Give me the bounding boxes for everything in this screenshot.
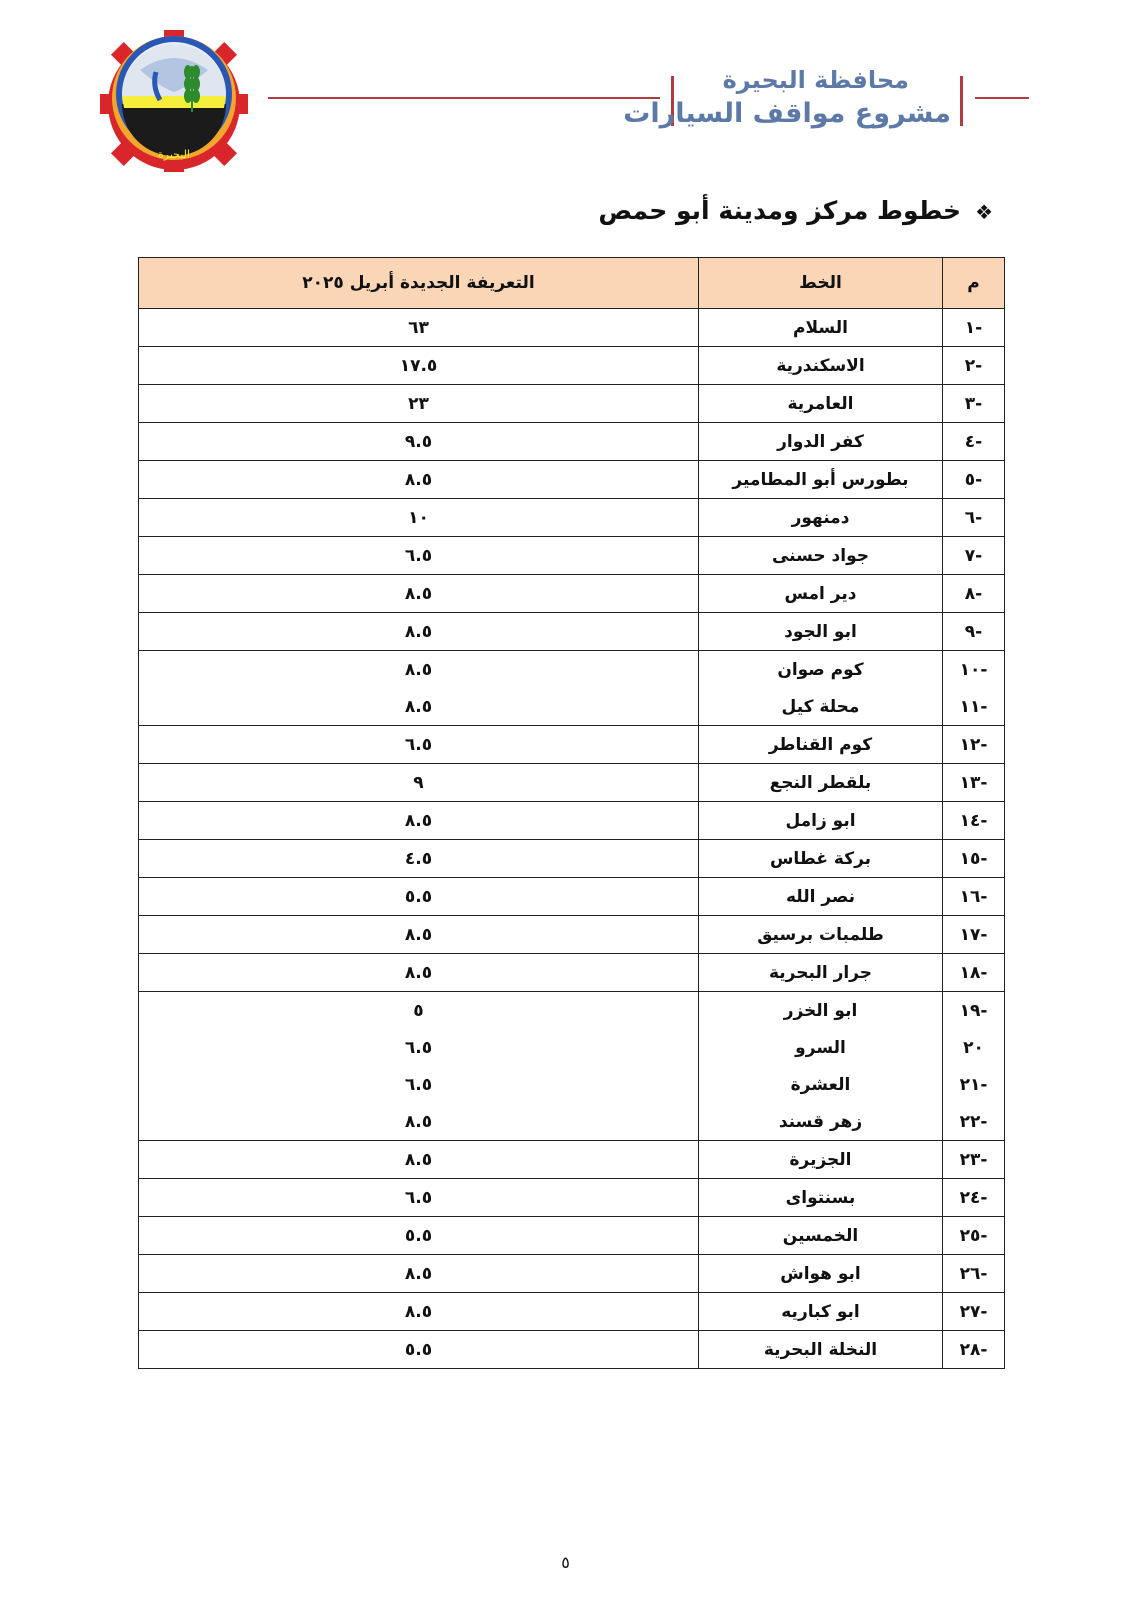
line-name-cell: ابو زامل [699,802,943,840]
fare-cell: ٨.٥ [139,954,699,992]
table-row [139,992,1005,1030]
fare-cell: ١٠ [139,499,699,537]
row-number-cell: -٨ [943,575,1005,613]
table-row [139,1293,1005,1331]
table-row [139,651,1005,689]
line-name-cell: كوم صوان [699,651,943,689]
column-header-number: م [943,258,1005,309]
column-header-fare: التعريفة الجديدة أبريل ٢٠٢٥ [139,258,699,309]
table-row [139,1255,1005,1293]
table-row [139,1217,1005,1255]
fare-cell: ٦.٥ [139,1029,699,1066]
row-number-cell: -١٨ [943,954,1005,992]
line-name-cell: طلمبات برسيق [699,916,943,954]
fare-cell: ٨.٥ [139,461,699,499]
section-heading [598,196,993,225]
page-number: ٥ [561,1553,570,1572]
line-name-cell: محلة كيل [699,688,943,726]
line-name-cell: السرو [699,1029,943,1066]
line-name-cell: بركة غطاس [699,840,943,878]
line-name-cell: نصر الله [699,878,943,916]
row-number-cell: -٢١ [943,1066,1005,1103]
row-number-cell: -٣ [943,385,1005,423]
column-header-line: الخط [699,258,943,309]
row-number-cell: -٩ [943,613,1005,651]
table-row [139,802,1005,840]
table-row [139,840,1005,878]
section-heading-text: خطوط مركز ومدينة أبو حمص [598,196,962,225]
header-divider-right [960,76,963,126]
project-title: مشروع مواقف السيارات [623,98,951,129]
table-row [139,1029,1005,1066]
line-name-cell: الاسكندرية [699,347,943,385]
fare-cell: ٦.٥ [139,1179,699,1217]
line-name-cell: بطورس أبو المطامير [699,461,943,499]
row-number-cell: -٢٢ [943,1103,1005,1141]
row-number-cell: -٢٦ [943,1255,1005,1293]
row-number-cell: -١٦ [943,878,1005,916]
fare-cell: ٩.٥ [139,423,699,461]
line-name-cell: جواد حسنى [699,537,943,575]
table-row [139,499,1005,537]
row-number-cell: -١٣ [943,764,1005,802]
line-name-cell: ابو الجود [699,613,943,651]
row-number-cell: -١٥ [943,840,1005,878]
table-row [139,878,1005,916]
table-header-row [139,258,1005,309]
row-number-cell: -١٩ [943,992,1005,1030]
fare-cell: ٨.٥ [139,575,699,613]
fare-cell: ٥.٥ [139,1331,699,1369]
fares-table [138,257,1005,1369]
table-body [139,309,1005,1369]
fare-cell: ٦.٥ [139,726,699,764]
fare-cell: ٦٣ [139,309,699,347]
header-rule-left [268,97,660,99]
line-name-cell: النخلة البحرية [699,1331,943,1369]
line-name-cell: كفر الدوار [699,423,943,461]
line-name-cell: بلقطر النجع [699,764,943,802]
fare-cell: ٨.٥ [139,688,699,726]
table-row [139,916,1005,954]
table-row [139,385,1005,423]
line-name-cell: ابو كباريه [699,1293,943,1331]
row-number-cell: -٥ [943,461,1005,499]
line-name-cell: دمنهور [699,499,943,537]
row-number-cell: -٢٨ [943,1331,1005,1369]
table-row [139,1179,1005,1217]
table-row [139,1331,1005,1369]
fare-cell: ٨.٥ [139,1255,699,1293]
table-row [139,1141,1005,1179]
line-name-cell: بسنتواى [699,1179,943,1217]
table-row [139,423,1005,461]
line-name-cell: ابو هواش [699,1255,943,1293]
fare-cell: ٤.٥ [139,840,699,878]
table-row [139,613,1005,651]
row-number-cell: -٢٣ [943,1141,1005,1179]
row-number-cell: -١٢ [943,726,1005,764]
diamond-bullet-icon: ❖ [975,200,993,224]
fare-cell: ٨.٥ [139,613,699,651]
table-row [139,1103,1005,1141]
table-row [139,954,1005,992]
line-name-cell: الجزيرة [699,1141,943,1179]
fare-cell: ٦.٥ [139,537,699,575]
row-number-cell: -١٤ [943,802,1005,840]
table-row [139,347,1005,385]
fare-cell: ٥ [139,992,699,1030]
line-name-cell: جرار البحرية [699,954,943,992]
fare-cell: ١٧.٥ [139,347,699,385]
table-row [139,688,1005,726]
table-row [139,764,1005,802]
row-number-cell: -٢٤ [943,1179,1005,1217]
fare-cell: ٨.٥ [139,651,699,689]
table-row [139,1066,1005,1103]
table-row [139,537,1005,575]
table-row [139,309,1005,347]
line-name-cell: العامرية [699,385,943,423]
fare-cell: ٨.٥ [139,916,699,954]
row-number-cell: -٢ [943,347,1005,385]
table-row [139,461,1005,499]
table-row [139,726,1005,764]
row-number-cell: -٢٥ [943,1217,1005,1255]
row-number-cell: -١٠ [943,651,1005,689]
line-name-cell: زهر قسند [699,1103,943,1141]
fare-cell: ٩ [139,764,699,802]
governorate-logo [100,26,248,174]
row-number-cell: -٧ [943,537,1005,575]
fare-cell: ٢٣ [139,385,699,423]
line-name-cell: السلام [699,309,943,347]
row-number-cell: -١٧ [943,916,1005,954]
row-number-cell: ٢٠ [943,1029,1005,1066]
fare-cell: ٨.٥ [139,802,699,840]
line-name-cell: الخمسين [699,1217,943,1255]
fare-cell: ٥.٥ [139,1217,699,1255]
fare-cell: ٨.٥ [139,1141,699,1179]
row-number-cell: -٤ [943,423,1005,461]
svg-text:البحيرة: البحيرة [158,148,190,161]
row-number-cell: -١١ [943,688,1005,726]
line-name-cell: ابو الخزر [699,992,943,1030]
line-name-cell: دير امس [699,575,943,613]
row-number-cell: -٢٧ [943,1293,1005,1331]
header-rule-right [975,97,1029,99]
governorate-title: محافظة البحيرة [722,66,909,94]
fare-cell: ٨.٥ [139,1293,699,1331]
fare-cell: ٦.٥ [139,1066,699,1103]
line-name-cell: العشرة [699,1066,943,1103]
table-row [139,575,1005,613]
fare-cell: ٨.٥ [139,1103,699,1141]
row-number-cell: -٦ [943,499,1005,537]
row-number-cell: -١ [943,309,1005,347]
line-name-cell: كوم القناطر [699,726,943,764]
fare-cell: ٥.٥ [139,878,699,916]
